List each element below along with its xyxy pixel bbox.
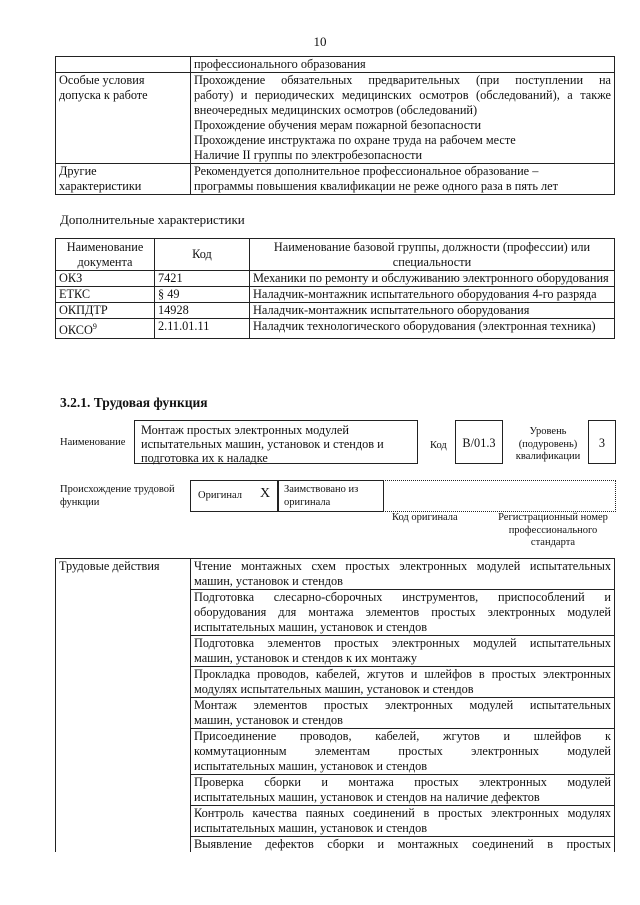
qualification-requirements-table <box>55 56 615 195</box>
list-item: Контроль качества паяных соединений в простых электронных модулях испытательных машин, установок и стендов <box>191 806 615 837</box>
additional-characteristics-table <box>55 238 615 339</box>
column-header: Код <box>155 239 250 271</box>
list-item: Подготовка слесарно-сборочных инструментов, приспособлений и оборудования для монтажа элементов простых электронных модулей испытательных машин, установок и стендов <box>191 590 615 636</box>
code-label: Код <box>430 440 447 451</box>
list-item: Чтение монтажных схем простых электронных модулей испытательных машин, установок и стендов <box>191 559 615 590</box>
list-item: Проверка сборки и монтажа простых электронных модулей испытательных машин, установок и стендов на наличие дефектов <box>191 775 615 806</box>
code-value-box: B/01.3 <box>455 420 503 464</box>
column-header: Наименование документа <box>56 239 155 271</box>
origin-label: Происхождение трудовой функции <box>60 484 175 508</box>
list-item: Прокладка проводов, кабелей, жгутов и шлейфов в простых электронных модулях испытательных машин, установок и стендов <box>191 667 615 698</box>
page-number: 10 <box>313 34 327 49</box>
special-conditions-label: Особые условия допуска к работе <box>56 73 191 164</box>
list-item: Подготовка элементов простых электронных модулей испытательных машин, установок и стендов к их монтажу <box>191 636 615 667</box>
special-conditions-value: Прохождение обязательных предварительных (при поступлении на работу) и периодических медицинских осмотров (обследований), а также внеочередных медицинских осмотров (обследований) Прохождение обучения мерам пожарной безопасности Прохождение инструктажа по охране труда на рабочем месте Наличие II группы по электробезопасности <box>191 73 615 164</box>
additional-characteristics-title: Дополнительные характеристики <box>60 212 245 227</box>
table-row: ОКСО$^9$ 2.11.01.11 Наладчик технологического оборудования (электронная техника) <box>56 319 615 339</box>
labor-actions-table <box>55 558 615 852</box>
table-row: ОКПДТР 14928 Наладчик-монтажник испытательного оборудования <box>56 303 615 319</box>
name-label: Наименование <box>60 437 126 448</box>
list-item: Монтаж элементов простых электронных модулей испытательных машин, установок и стендов <box>191 698 615 729</box>
borrowed-label: Заимствовано из оригинала <box>284 484 359 508</box>
level-value-box: 3 <box>588 420 616 464</box>
table-cell <box>56 57 191 73</box>
list-item: Присоединение проводов, кабелей, жгутов и шлейфов к коммутационным элементам простых электронных модулей испытательных машин, установок и стендов <box>191 729 615 775</box>
list-item: Выявление дефектов сборки и монтажных соединений в простых <box>191 837 615 853</box>
other-characteristics-value: Рекомендуется дополнительное профессиональное образование – программы повышения квалификации не реже одного раза в пять лет <box>191 164 615 195</box>
column-header: Наименование базовой группы, должности (профессии) или специальности <box>250 239 615 271</box>
level-label: Уровень (подуровень) квалификации <box>515 426 581 462</box>
table-row: ОКЗ 7421 Механики по ремонту и обслуживанию электронного оборудования <box>56 271 615 287</box>
table-cell: профессионального образования <box>191 57 615 73</box>
original-code-label: Код оригинала <box>392 512 458 523</box>
other-characteristics-label: Другие характеристики <box>56 164 191 195</box>
labor-actions-label: Трудовые действия <box>56 559 191 853</box>
original-label: Оригинал <box>198 490 242 501</box>
labor-function-heading: 3.2.1. Трудовая функция <box>60 395 208 410</box>
original-mark: X <box>260 486 271 501</box>
registration-number-label: Регистрационный номер профессионального стандарта <box>498 512 608 548</box>
table-row: ЕТКС § 49 Наладчик-монтажник испытательного оборудования 4-го разряда <box>56 287 615 303</box>
function-name-box: Монтаж простых электронных модулей испытательных машин, установок и стендов и подготовка их к наладке <box>134 420 418 464</box>
